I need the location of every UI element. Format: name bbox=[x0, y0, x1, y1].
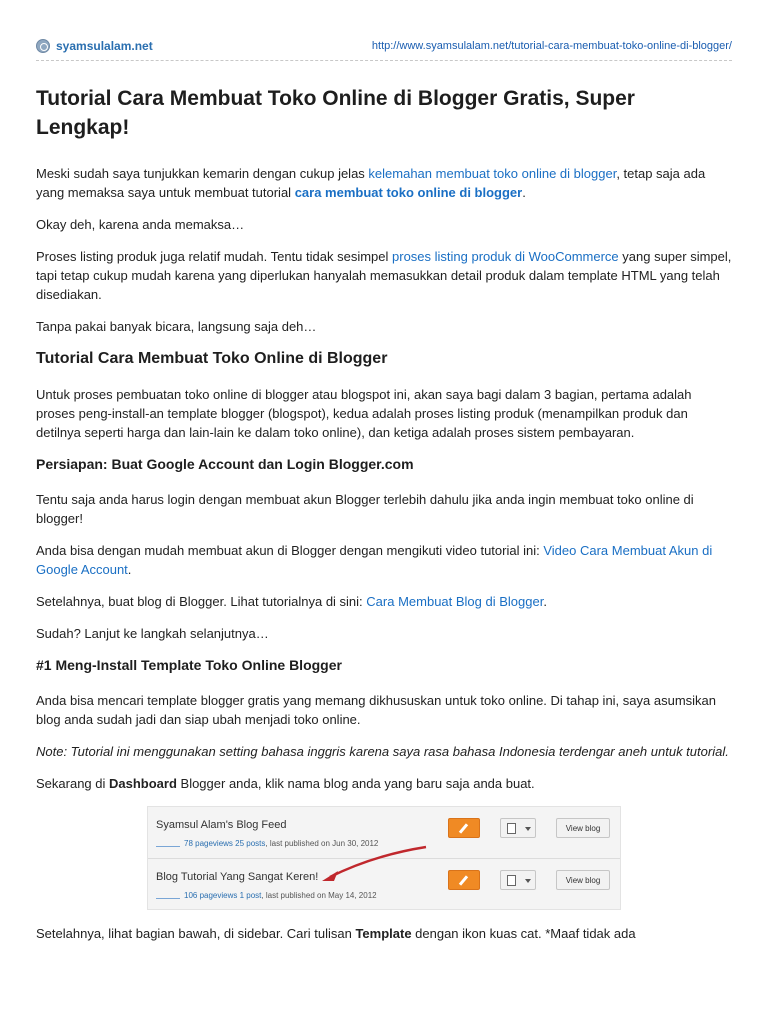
page-header bbox=[36, 36, 732, 56]
article bbox=[36, 84, 732, 956]
text: Setelahnya, buat blog di Blogger. Lihat tutorialnya di sini: bbox=[36, 594, 367, 609]
published-text: , last published on May 14, 2012 bbox=[261, 891, 377, 900]
globe-icon bbox=[36, 39, 50, 53]
blog-title[interactable]: Blog Tutorial Yang Sangat Keren! bbox=[156, 871, 319, 883]
link-membuat-blog[interactable]: Cara Membuat Blog di Blogger bbox=[366, 594, 544, 609]
paragraph: Sudah? Lanjut ke langkah selanjutnya… bbox=[36, 626, 269, 641]
paragraph: Anda bisa mencari template blogger gratis yang memang dikhususkan untuk toko online. Di tahap ini, saya asumsikan blog anda sudah jadi dan siap ubah menjadi toko online. bbox=[36, 693, 716, 727]
subsection-heading: Persiapan: Buat Google Account dan Login Blogger.com bbox=[36, 456, 414, 472]
document-icon bbox=[507, 875, 516, 886]
chevron-down-icon bbox=[525, 879, 531, 883]
blogger-dashboard-screenshot bbox=[147, 806, 621, 910]
text: yang super simpel, tapi tetap cukup mudah karena yang diperlukan hanyalah memasukkan detail produk dalam template HTML yang telah disediakan. bbox=[36, 249, 732, 302]
text: Anda bisa dengan mudah membuat akun di Blogger dengan mengikuti video tutorial ini: bbox=[36, 543, 544, 558]
text: . bbox=[522, 185, 526, 200]
edit-pencil-icon[interactable] bbox=[448, 818, 480, 838]
text: dengan ikon kuas cat. *Maaf tidak ada bbox=[411, 926, 636, 941]
link-kelemahan[interactable]: kelemahan membuat toko online di blogger bbox=[368, 166, 617, 181]
document-icon bbox=[507, 823, 516, 834]
text: Proses listing produk juga relatif mudah. Tentu tidak sesimpel bbox=[36, 249, 393, 264]
edit-pencil-icon[interactable] bbox=[448, 870, 480, 890]
section-heading: Tutorial Cara Membuat Toko Online di Blogger bbox=[36, 350, 388, 367]
text: Meski sudah saya tunjukkan kemarin dengan cukup jelas bbox=[36, 166, 369, 181]
paragraph bbox=[36, 924, 732, 943]
view-blog-button[interactable]: View blog bbox=[556, 870, 610, 890]
text: . bbox=[543, 594, 547, 609]
pageviews-link[interactable]: 106 pageviews bbox=[184, 891, 238, 900]
paragraph: Tanpa pakai banyak bicara, langsung saja deh… bbox=[36, 319, 317, 334]
paragraph bbox=[36, 592, 732, 611]
subsection-heading: #1 Meng-Install Template Toko Online Blogger bbox=[36, 657, 342, 673]
paragraph bbox=[36, 247, 732, 304]
site-brand[interactable] bbox=[36, 39, 153, 53]
pageviews-link[interactable]: 78 pageviews bbox=[184, 839, 233, 848]
site-name: syamsulalam.net bbox=[56, 39, 153, 53]
template-label: Template bbox=[355, 926, 412, 941]
paragraph bbox=[36, 774, 732, 793]
posts-dropdown-button[interactable] bbox=[500, 870, 536, 890]
blog-title[interactable]: Syamsul Alam's Blog Feed bbox=[156, 819, 287, 831]
page-url-link[interactable]: http://www.syamsulalam.net/tutorial-cara-membuat-toko-online-di-blogger/ bbox=[371, 40, 732, 52]
link-woocommerce[interactable]: proses listing produk di WooCommerce bbox=[392, 249, 619, 264]
text: Setelahnya, lihat bagian bawah, di sidebar. Cari tulisan bbox=[36, 926, 356, 941]
article-title: Tutorial Cara Membuat Toko Online di Blogger Gratis, Super Lengkap! bbox=[36, 87, 635, 139]
posts-dropdown-button[interactable] bbox=[500, 818, 536, 838]
posts-link[interactable]: 25 posts bbox=[235, 839, 266, 848]
link-video-tutorial[interactable]: Video Cara Membuat Akun di Google Account bbox=[36, 543, 713, 577]
note-paragraph: Note: Tutorial ini menggunakan setting bahasa inggris karena saya rasa bahasa Indonesia terdengar aneh untuk tutorial. bbox=[36, 744, 729, 759]
paragraph bbox=[36, 541, 732, 579]
posts-link[interactable]: 1 post bbox=[239, 891, 262, 900]
chevron-down-icon bbox=[525, 827, 531, 831]
published-text: , last published on Jun 30, 2012 bbox=[265, 839, 379, 848]
paragraph: Untuk proses pembuatan toko online di blogger atau blogspot ini, akan saya bagi dalam 3 bagian, pertama adalah proses peng-install-an template blogger (blogspot), kedua adalah proses listing produk (menampilkan produk dan detilnya seperti harga dan lain-lain ke dalam toko online), dan ketiga adalah proses sistem pembayaran. bbox=[36, 387, 692, 440]
link-cara-membuat[interactable]: cara membuat toko online di blogger bbox=[294, 185, 523, 200]
text: Blogger anda, klik nama blog anda yang baru saja anda buat. bbox=[176, 776, 535, 791]
view-blog-button[interactable]: View blog bbox=[556, 818, 610, 838]
intro-paragraph bbox=[36, 164, 732, 202]
paragraph: Tentu saja anda harus login dengan membuat akun Blogger terlebih dahulu jika anda ingin membuat toko online di blogger! bbox=[36, 492, 694, 526]
text: Sekarang di bbox=[36, 776, 109, 791]
blog-meta bbox=[156, 891, 377, 900]
dashboard-label: Dashboard bbox=[109, 776, 177, 791]
red-arrow-icon bbox=[308, 843, 428, 883]
sparkline-icon bbox=[156, 893, 180, 899]
paragraph: Okay deh, karena anda memaksa… bbox=[36, 217, 245, 232]
header-divider bbox=[36, 60, 732, 61]
text: , tetap saja ada yang memaksa saya untuk membuat tutorial bbox=[36, 166, 706, 200]
sparkline-icon bbox=[156, 841, 180, 847]
text: . bbox=[127, 562, 132, 577]
